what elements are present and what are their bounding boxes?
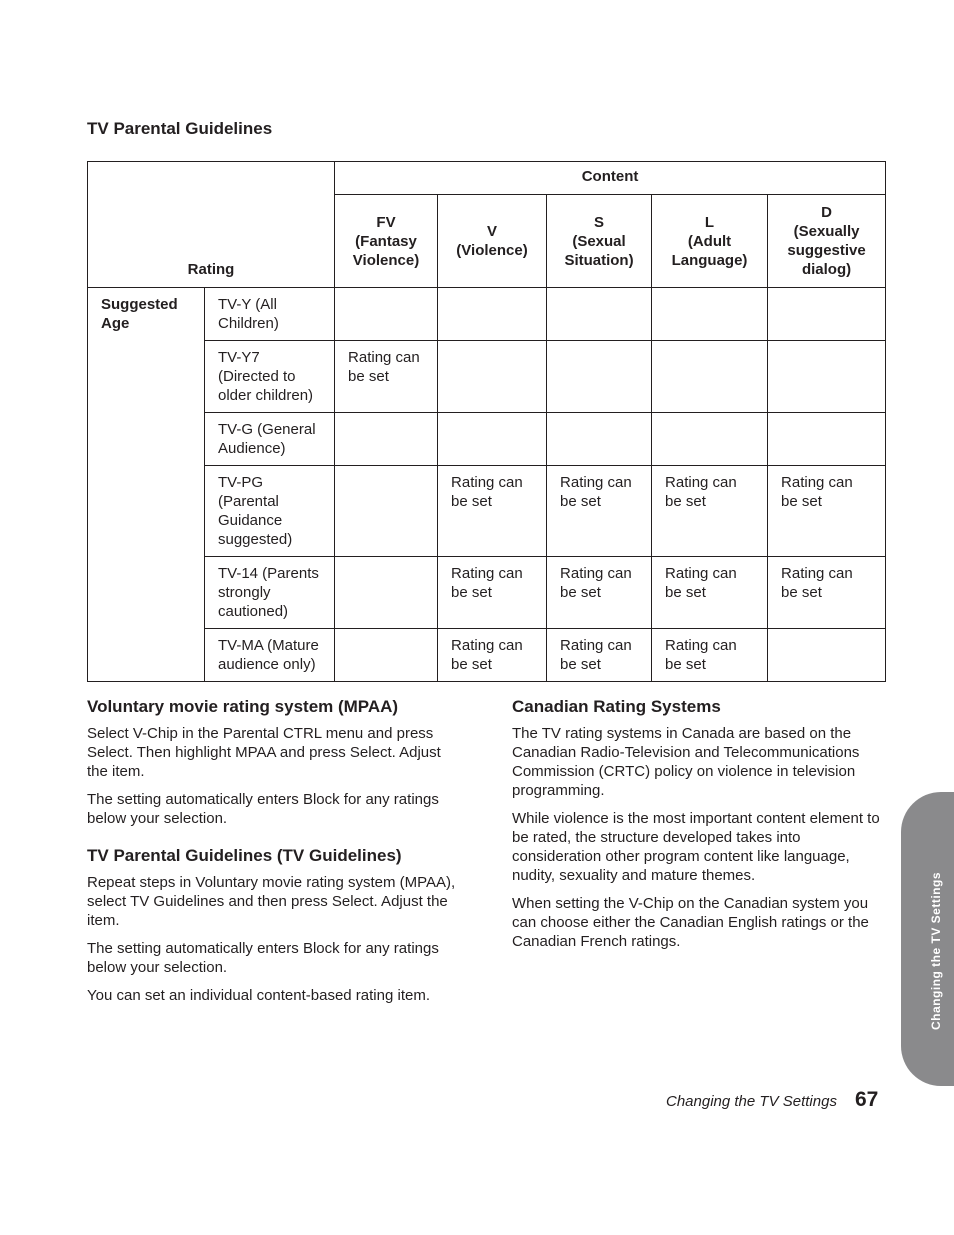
tv-guidelines-paragraph-2: The setting automatically enters Block for any ratings below your selection. [87, 940, 439, 976]
content-cell [768, 341, 886, 413]
table-row [88, 466, 886, 557]
content-cell [547, 288, 652, 341]
content-cell [335, 629, 438, 682]
table-row [88, 557, 886, 629]
content-header: Content [335, 162, 886, 195]
rating-cell: TV-MA (Mature audience only) [205, 629, 335, 682]
mpaa-paragraph-1: Select V-Chip in the Parental CTRL menu and press Select. Then highlight MPAA and press Select. Adjust the item. [87, 725, 441, 780]
content-cell: Rating can be set [438, 557, 547, 629]
right-column [512, 696, 884, 960]
chapter-side-tab-label: Changing the TV Settings [929, 872, 943, 1030]
content-cell [335, 288, 438, 341]
content-cell [652, 288, 768, 341]
content-cell [335, 466, 438, 557]
table-row [88, 341, 886, 413]
canadian-paragraph-1: The TV rating systems in Canada are based on the Canadian Radio-Television and Telecommunications Commission (CRTC) policy on violence in television programming. [512, 725, 860, 799]
table-row [88, 288, 886, 341]
canadian-paragraph-3: When setting the V-Chip on the Canadian system you can choose either the Canadian English ratings or the Canadian French ratings. [512, 895, 869, 950]
rating-header: Rating [88, 162, 335, 288]
column-header-d: D (Sexually suggestive dialog) [768, 195, 886, 288]
content-cell [438, 413, 547, 466]
content-cell [335, 413, 438, 466]
content-cell [652, 413, 768, 466]
rating-cell: TV-PG (Parental Guidance suggested) [205, 466, 335, 557]
table-row [88, 413, 886, 466]
tv-guidelines-paragraph-3: You can set an individual content-based rating item. [87, 987, 431, 1004]
content-cell [652, 341, 768, 413]
content-cell [768, 629, 886, 682]
content-cell: Rating can be set [768, 466, 886, 557]
content-cell: Rating can be set [438, 629, 547, 682]
content-cell: Rating can be set [652, 629, 768, 682]
column-header-v: V (Violence) [438, 195, 547, 288]
content-cell: Rating can be set [438, 466, 547, 557]
content-cell [438, 288, 547, 341]
tv-parental-guidelines-table [87, 161, 886, 682]
content-cell [547, 341, 652, 413]
tv-guidelines-heading: TV Parental Guidelines (TV Guidelines) [87, 846, 402, 865]
canadian-heading: Canadian Rating Systems [512, 697, 721, 716]
content-cell: Rating can be set [335, 341, 438, 413]
rating-cell: TV-14 (Parents strongly cautioned) [205, 557, 335, 629]
table-row [88, 629, 886, 682]
section-title: TV Parental Guidelines [87, 119, 273, 138]
content-cell [335, 557, 438, 629]
column-header-s: S (Sexual Situation) [547, 195, 652, 288]
rating-cell: TV-G (General Audience) [205, 413, 335, 466]
content-cell [768, 413, 886, 466]
content-cell [547, 413, 652, 466]
suggested-age-label: Suggested Age [88, 288, 205, 682]
mpaa-paragraph-2: The setting automatically enters Block for any ratings below your selection. [87, 791, 439, 827]
content-cell: Rating can be set [547, 557, 652, 629]
canadian-paragraph-2: While violence is the most important content element to be rated, the structure developed takes into consideration other program content like language, nudity, sexuality and mature themes. [512, 810, 880, 884]
content-cell [438, 341, 547, 413]
footer-chapter-title: Changing the TV Settings [666, 1093, 837, 1110]
column-header-fv: FV (Fantasy Violence) [335, 195, 438, 288]
content-cell: Rating can be set [652, 466, 768, 557]
content-cell: Rating can be set [547, 466, 652, 557]
left-column [87, 696, 457, 1014]
column-header-l: L (Adult Language) [652, 195, 768, 288]
content-cell: Rating can be set [652, 557, 768, 629]
page-number: 67 [855, 1088, 879, 1111]
content-cell: Rating can be set [547, 629, 652, 682]
mpaa-heading: Voluntary movie rating system (MPAA) [87, 697, 399, 716]
rating-cell: TV-Y7 (Directed to older children) [205, 341, 335, 413]
rating-cell: TV-Y (All Children) [205, 288, 335, 341]
chapter-side-tab [901, 792, 954, 1086]
tv-guidelines-paragraph-1: Repeat steps in Voluntary movie rating system (MPAA), select TV Guidelines and then press Select. Adjust the item. [87, 874, 456, 929]
content-cell: Rating can be set [768, 557, 886, 629]
content-cell [768, 288, 886, 341]
